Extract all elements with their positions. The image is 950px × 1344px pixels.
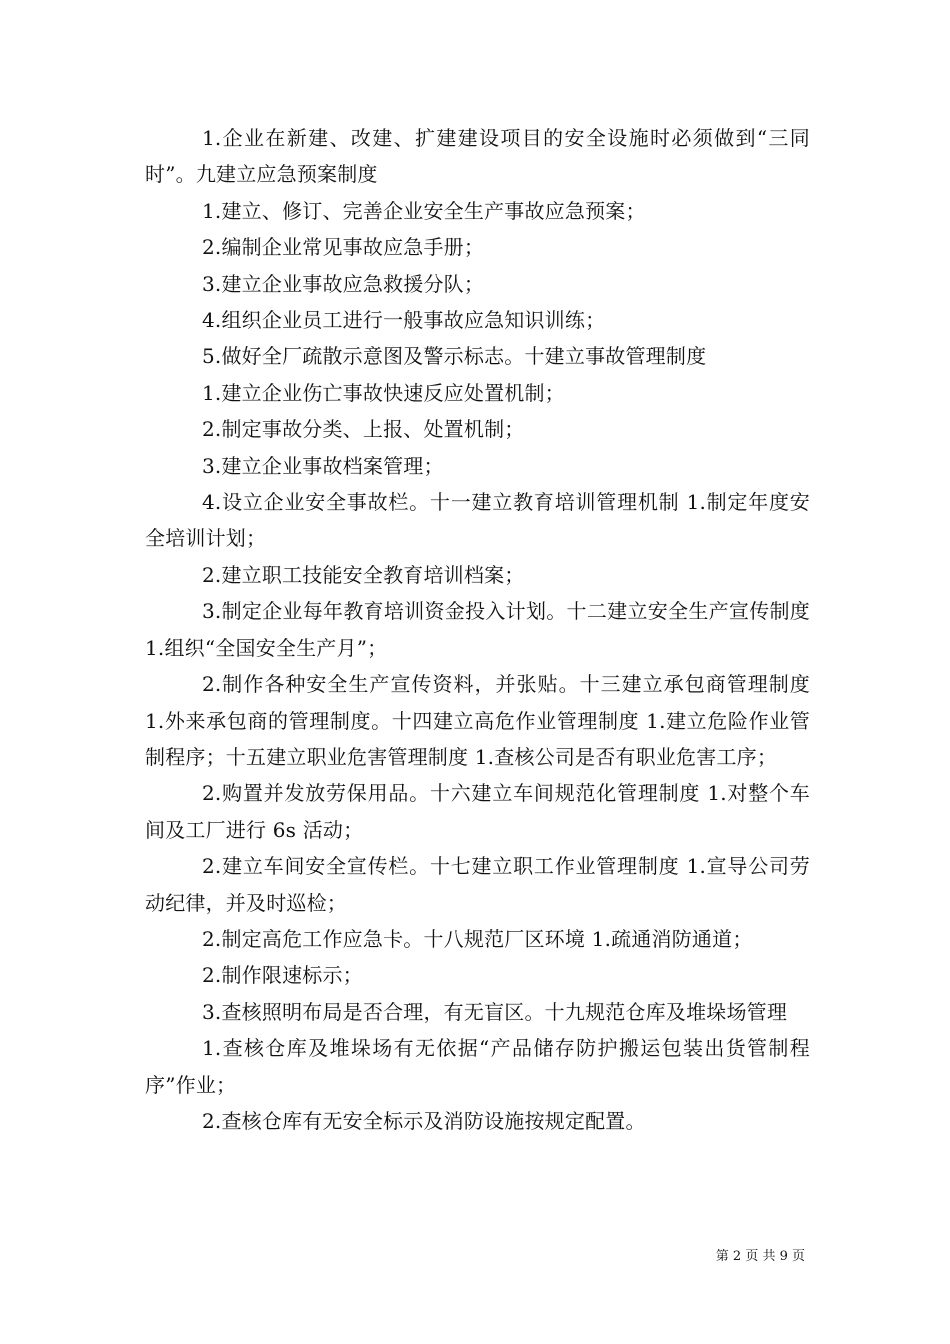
paragraph: 2.购置并发放劳保用品。十六建立车间规范化管理制度 1.对整个车间及工厂进行 6s 活动； — [145, 781, 810, 842]
paragraph: 3.制定企业每年教育培训资金投入计划。十二建立安全生产宣传制度 1.组织“全国安全生产月”； — [145, 599, 810, 660]
paragraph: 2.制作各种安全生产宣传资料，并张贴。十三建立承包商管理制度 1.外来承包商的管理制度。十四建立高危作业管理制度 1.建立危险作业管制程序；十五建立职业危害管理制度 1.查核公司是否有职业危害工序； — [145, 672, 810, 769]
paragraph: 3.建立企业事故应急救援分队； — [202, 271, 485, 296]
paragraph: 2.查核仓库有无安全标示及消防设施按规定配置。 — [202, 1108, 646, 1133]
paragraph: 2.建立职工技能安全教育培训档案； — [202, 562, 525, 587]
paragraph: 1.企业在新建、改建、扩建建设项目的安全设施时必须做到“三同时”。九建立应急预案制度 — [145, 126, 810, 187]
paragraph: 4.组织企业员工进行一般事故应急知识训练； — [202, 308, 606, 333]
paragraph: 2.制定高危工作应急卡。十八规范厂区环境 1.疏通消防通道； — [202, 926, 753, 951]
paragraph: 4.设立企业安全事故栏。十一建立教育培训管理机制 1.制定年度安全培训计划； — [145, 490, 810, 551]
paragraph: 1.查核仓库及堆垛场有无依据“产品储存防护搬运包装出货管制程序”作业； — [145, 1036, 810, 1097]
paragraph: 2.制作限速标示； — [202, 963, 363, 988]
paragraph: 3.建立企业事故档案管理； — [202, 453, 444, 478]
paragraph: 2.编制企业常见事故应急手册； — [202, 235, 485, 260]
paragraph: 2.制定事故分类、上报、处置机制； — [202, 417, 525, 442]
paragraph: 5.做好全厂疏散示意图及警示标志。十建立事故管理制度 — [202, 344, 707, 369]
paragraph: 1.建立企业伤亡事故快速反应处置机制； — [202, 380, 565, 405]
paragraph: 1.建立、修订、完善企业安全生产事故应急预案； — [202, 198, 646, 223]
paragraph: 3.查核照明布局是否合理，有无盲区。十九规范仓库及堆垛场管理 — [202, 999, 788, 1024]
document-body — [145, 120, 810, 1139]
page-number: 第 2 页 共 9 页 — [715, 1249, 805, 1264]
paragraph: 2.建立车间安全宣传栏。十七建立职工作业管理制度 1.宣导公司劳动纪律，并及时巡检； — [145, 854, 810, 915]
